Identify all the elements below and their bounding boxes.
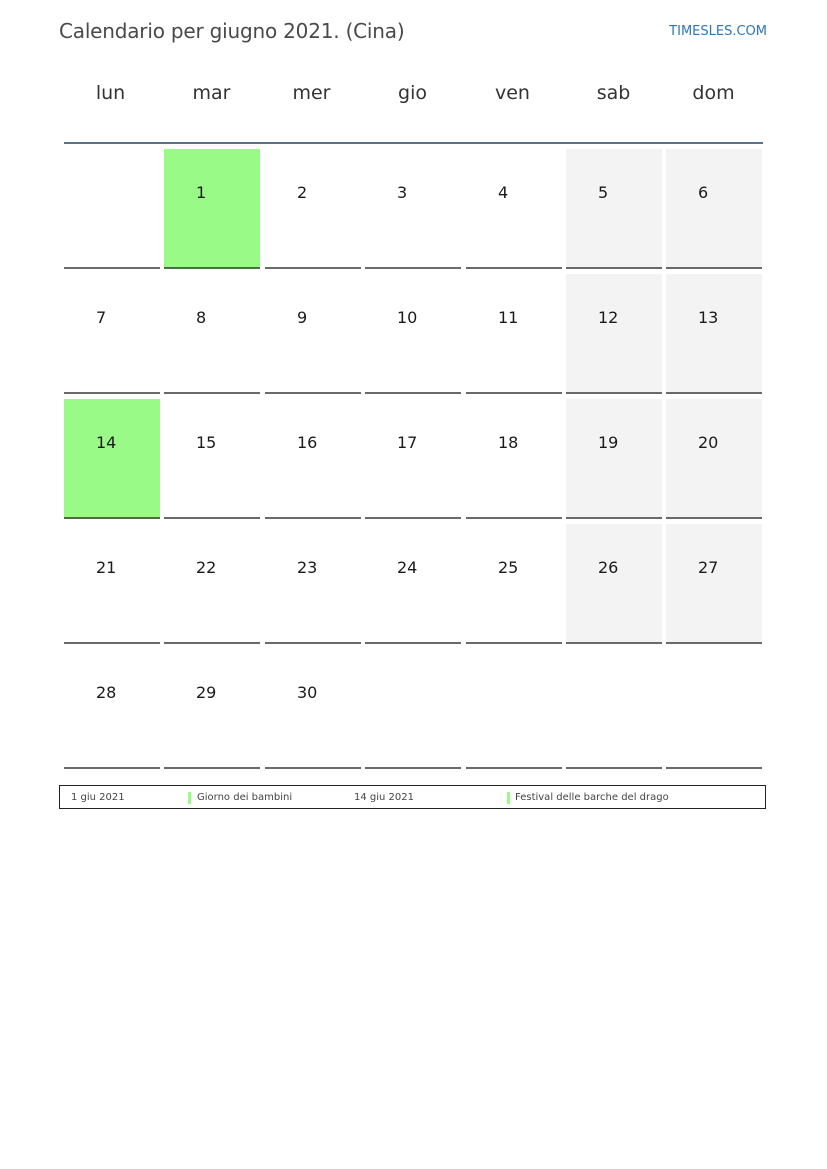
empty-day-cell bbox=[365, 649, 461, 769]
day-number: 24 bbox=[397, 558, 418, 577]
weekday-tue: mar bbox=[192, 82, 231, 104]
weekday-mon: lun bbox=[95, 82, 126, 104]
day-cell bbox=[265, 399, 361, 519]
day-number: 23 bbox=[297, 558, 318, 577]
day-cell bbox=[64, 399, 160, 519]
day-number: 5 bbox=[598, 183, 609, 202]
day-number: 22 bbox=[196, 558, 217, 577]
day-number: 25 bbox=[498, 558, 519, 577]
day-number: 14 bbox=[96, 433, 117, 452]
day-number: 28 bbox=[96, 683, 117, 702]
day-cell bbox=[164, 274, 260, 394]
weekday-wed: mer bbox=[292, 82, 331, 104]
day-cell bbox=[466, 399, 562, 519]
day-cell bbox=[365, 274, 461, 394]
legend-holiday-name: Giorno dei bambini bbox=[197, 792, 293, 803]
day-cell bbox=[265, 274, 361, 394]
day-number: 9 bbox=[297, 308, 308, 327]
day-number: 19 bbox=[598, 433, 619, 452]
day-cell bbox=[666, 149, 762, 269]
day-number: 7 bbox=[96, 308, 107, 327]
day-number: 15 bbox=[196, 433, 217, 452]
day-number: 10 bbox=[397, 308, 418, 327]
day-cell bbox=[365, 524, 461, 644]
empty-day-cell bbox=[64, 149, 160, 269]
day-number: 26 bbox=[598, 558, 619, 577]
day-cell bbox=[466, 149, 562, 269]
day-cell bbox=[265, 149, 361, 269]
day-cell bbox=[365, 399, 461, 519]
day-cell bbox=[265, 649, 361, 769]
day-number: 27 bbox=[698, 558, 719, 577]
day-number: 18 bbox=[498, 433, 519, 452]
day-number: 29 bbox=[196, 683, 217, 702]
site-link[interactable]: TIMESLES.COM bbox=[669, 24, 767, 39]
empty-day-cell bbox=[466, 649, 562, 769]
day-cell bbox=[566, 524, 662, 644]
weekday-header-row bbox=[62, 82, 765, 126]
day-number: 3 bbox=[397, 183, 408, 202]
day-cell bbox=[566, 274, 662, 394]
empty-day-cell bbox=[566, 649, 662, 769]
day-cell bbox=[666, 399, 762, 519]
weekday-fri: ven bbox=[495, 82, 530, 104]
holiday-color-marker bbox=[507, 792, 510, 804]
day-cell bbox=[164, 399, 260, 519]
empty-day-cell bbox=[666, 649, 762, 769]
weekday-sat: sab bbox=[596, 82, 631, 104]
holiday-color-marker bbox=[188, 792, 191, 804]
day-number: 4 bbox=[498, 183, 509, 202]
weekday-thu: gio bbox=[398, 82, 427, 104]
holiday-legend bbox=[59, 785, 766, 809]
day-number: 13 bbox=[698, 308, 719, 327]
legend-date: 14 giu 2021 bbox=[354, 792, 414, 803]
day-number: 6 bbox=[698, 183, 709, 202]
day-cell bbox=[365, 149, 461, 269]
day-number: 12 bbox=[598, 308, 619, 327]
day-cell bbox=[164, 149, 260, 269]
day-number: 16 bbox=[297, 433, 318, 452]
day-number: 1 bbox=[196, 183, 207, 202]
calendar-grid bbox=[64, 149, 763, 770]
day-cell bbox=[466, 274, 562, 394]
day-number: 2 bbox=[297, 183, 308, 202]
day-number: 21 bbox=[96, 558, 117, 577]
legend-date: 1 giu 2021 bbox=[71, 792, 125, 803]
weekday-sun: dom bbox=[692, 82, 735, 104]
page-title: Calendario per giugno 2021. (Cina) bbox=[59, 19, 405, 43]
day-cell bbox=[666, 274, 762, 394]
day-number: 17 bbox=[397, 433, 418, 452]
day-cell bbox=[566, 149, 662, 269]
day-number: 30 bbox=[297, 683, 318, 702]
day-number: 11 bbox=[498, 308, 519, 327]
day-cell bbox=[466, 524, 562, 644]
day-cell bbox=[566, 399, 662, 519]
day-cell bbox=[64, 274, 160, 394]
day-cell bbox=[164, 524, 260, 644]
day-cell bbox=[164, 649, 260, 769]
day-cell bbox=[666, 524, 762, 644]
legend-holiday-name: Festival delle barche del drago bbox=[515, 792, 669, 803]
day-cell bbox=[64, 524, 160, 644]
header-divider bbox=[64, 142, 763, 144]
day-number: 8 bbox=[196, 308, 207, 327]
day-cell bbox=[64, 649, 160, 769]
day-number: 20 bbox=[698, 433, 719, 452]
day-cell bbox=[265, 524, 361, 644]
